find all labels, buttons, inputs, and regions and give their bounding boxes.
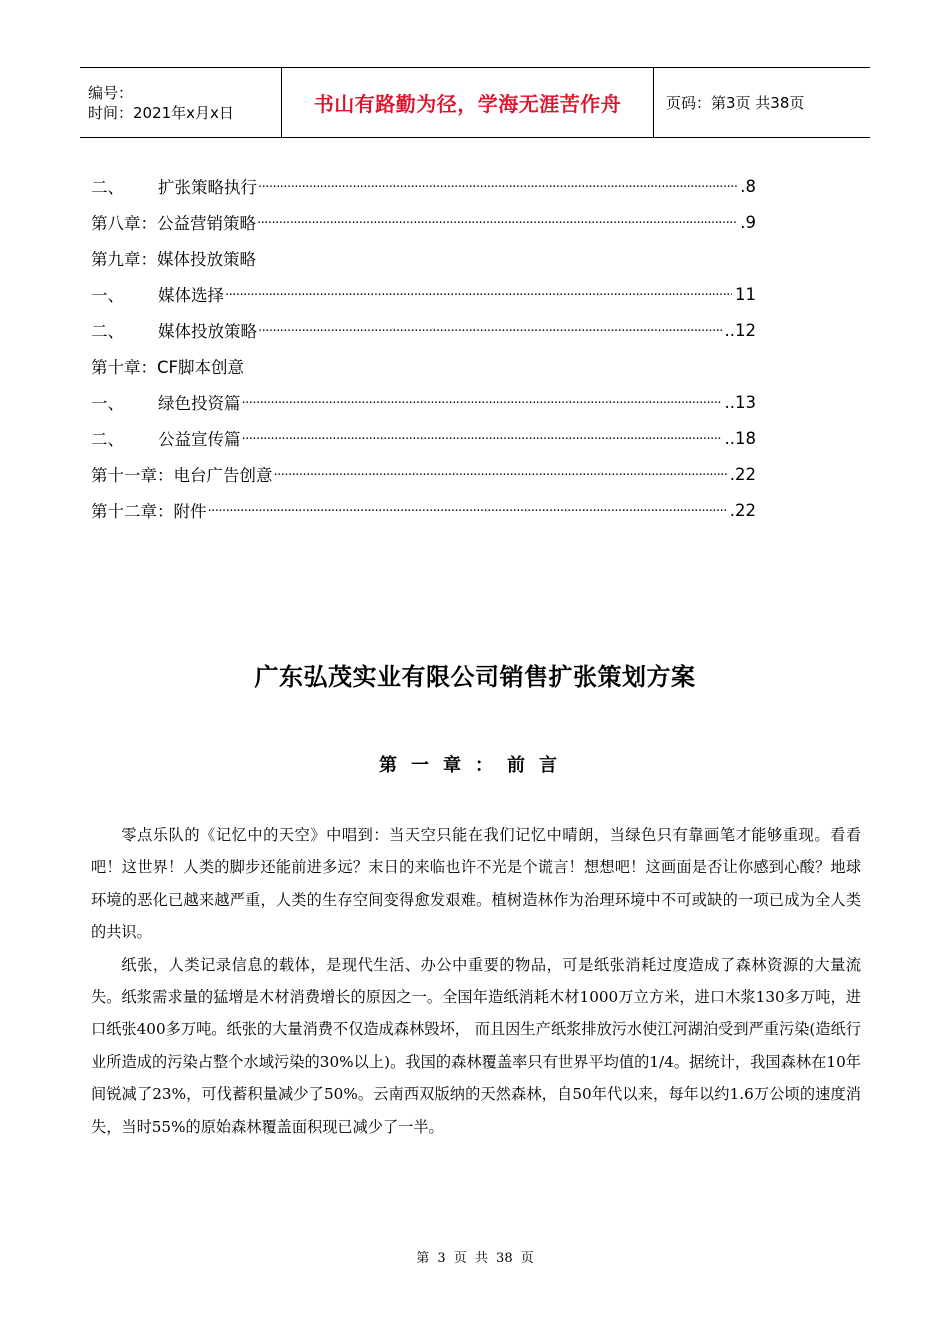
toc-entry-page: .9 bbox=[740, 212, 756, 232]
toc-entry-page: .22 bbox=[729, 500, 756, 520]
header-meta bbox=[80, 68, 282, 137]
toc-entry-number: 二、 bbox=[91, 322, 124, 341]
header-number-label: 编号： bbox=[88, 83, 134, 102]
toc-entry-title: 第九章：媒体投放策略 bbox=[91, 250, 256, 269]
toc-entry-number: 一、 bbox=[91, 394, 124, 413]
toc-entry[interactable] bbox=[91, 456, 756, 492]
paragraph: 纸张，人类记录信息的载体，是现代生活、办公中重要的物品，可是纸张消耗过度造成了森林资源的大量流失。纸浆需求量的猛增是木材消费增长的原因之一。全国年造纸消耗木材1000万立方米，进口木浆130多万吨，进口纸张400多万吨。纸张的大量消费不仅造成森林毁坏， 而且因生产纸浆排放污水使江河湖泊受到严重污染(造纸行业所造成的污染占整个水域污染的30%以上)。我国的森林覆盖率只有世界平均值的1/4。据统计，我国森林在10年间锐减了23%，可伐蓄积量减少了50%。云南西双版纳的天然森林，自50年代以来，每年以约1.6万公顷的速度消失，当时55%的原始森林覆盖面积现已减少了一半。 bbox=[91, 955, 861, 1136]
toc-entry-title: 第十一章：电台广告创意 bbox=[91, 466, 273, 485]
toc-entry-title: 第十二章：附件 bbox=[91, 502, 207, 521]
header-page-cell bbox=[654, 68, 870, 137]
toc-entry-page: ..13 bbox=[724, 392, 756, 412]
toc-leader-dots bbox=[242, 428, 722, 448]
toc-entry[interactable] bbox=[91, 420, 756, 456]
header-motto: 书山有路勤为径，学海无涯苦作舟 bbox=[313, 92, 622, 116]
toc-leader-dots bbox=[257, 212, 737, 232]
toc-entry[interactable] bbox=[91, 276, 756, 312]
toc-entry-page: ..12 bbox=[724, 320, 756, 340]
toc-leader-dots bbox=[274, 464, 727, 484]
toc-leader-dots bbox=[225, 284, 732, 304]
toc-entry-title: 第八章：公益营销策略 bbox=[91, 214, 256, 233]
toc-entry[interactable] bbox=[91, 348, 756, 384]
toc-entry[interactable] bbox=[91, 312, 756, 348]
toc-entry-title: 第十章：CF脚本创意 bbox=[91, 358, 245, 377]
toc-leader-dots bbox=[242, 392, 722, 412]
toc-entry[interactable] bbox=[91, 384, 756, 420]
toc-entry-page: .22 bbox=[729, 464, 756, 484]
table-of-contents bbox=[91, 168, 756, 528]
toc-entry-title: 媒体选择 bbox=[158, 286, 224, 305]
toc-leader-dots bbox=[258, 320, 722, 340]
toc-entry-number: 一、 bbox=[91, 286, 124, 305]
toc-entry[interactable] bbox=[91, 492, 756, 528]
toc-entry-number: 二、 bbox=[91, 178, 124, 197]
body-text bbox=[91, 819, 861, 1143]
toc-leader-dots bbox=[258, 176, 737, 196]
paragraph: 零点乐队的《记忆中的天空》中唱到：当天空只能在我们记忆中晴朗，当绿色只有靠画笔才能够重现。看看吧！这世界！人类的脚步还能前进多远？末日的来临也许不光是个谎言！想想吧！这画面是否让你感到心酸？地球环境的恶化已越来越严重，人类的生存空间变得愈发艰难。植树造林作为治理环境中不可或缺的一项已成为全人类的共识。 bbox=[91, 826, 861, 942]
toc-entry[interactable] bbox=[91, 240, 756, 276]
toc-entry-title: 扩张策略执行 bbox=[158, 178, 257, 197]
toc-leader-dots bbox=[208, 500, 727, 520]
toc-entry-title: 绿色投资篇 bbox=[158, 394, 241, 413]
toc-entry[interactable] bbox=[91, 204, 756, 240]
toc-entry-page: 11 bbox=[735, 284, 756, 304]
page-footer: 第 3 页 共 38 页 bbox=[416, 1251, 534, 1266]
toc-entry-page: ..18 bbox=[724, 428, 756, 448]
chapter-heading: 第一章：前言 bbox=[379, 755, 571, 776]
page-header bbox=[80, 67, 870, 138]
document-title: 广东弘茂实业有限公司销售扩张策划方案 bbox=[254, 663, 696, 691]
toc-entry-title: 媒体投放策略 bbox=[158, 322, 257, 341]
toc-entry-page: .8 bbox=[740, 176, 756, 196]
toc-entry[interactable] bbox=[91, 168, 756, 204]
toc-entry-title: 公益宣传篇 bbox=[158, 430, 241, 449]
toc-entry-number: 二、 bbox=[91, 430, 124, 449]
header-date-label: 时间：2021年x月x日 bbox=[88, 103, 234, 122]
header-page-label: 页码：第3页 共38页 bbox=[666, 94, 805, 112]
header-motto-cell bbox=[282, 68, 654, 137]
